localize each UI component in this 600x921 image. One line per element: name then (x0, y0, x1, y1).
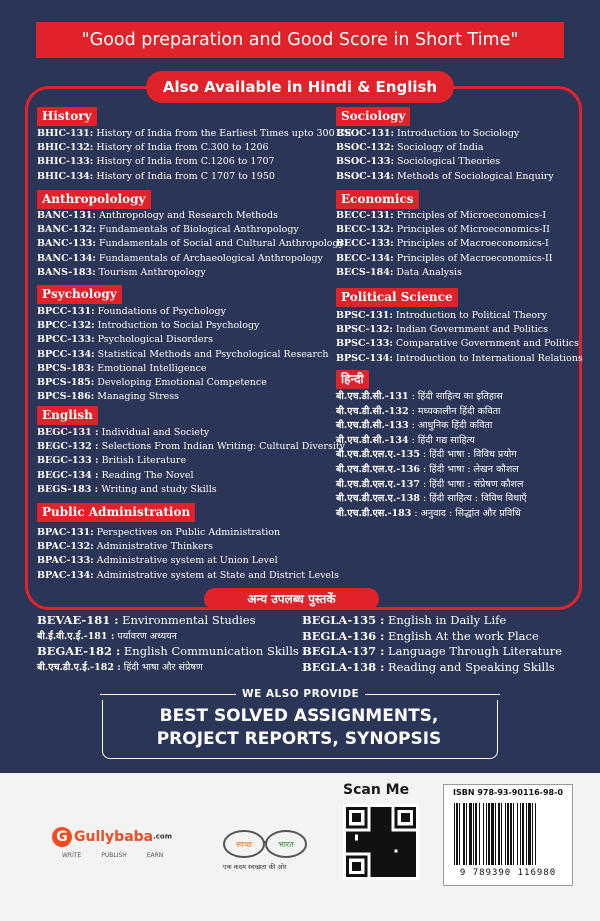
other-books-right (302, 613, 562, 675)
swachh-bharat-glasses-icon (220, 826, 310, 866)
swachh-tagline: एक कदम स्वच्छता की ओर (223, 863, 287, 871)
swachh-left-text: स्वच्छ (235, 840, 253, 849)
provide-line-2: PROJECT REPORTS, SYNOPSIS (156, 729, 442, 749)
list-item: BEVAE-181 : Environmental Studies (37, 613, 256, 627)
section-title-english: English (37, 406, 98, 425)
list-item: बी.एच.डी.एल.ए.-136 : हिंदी भाषा : लेखन कौशल (336, 463, 519, 475)
list-item: बी.एच.डी.सी.-131 : हिंदी साहित्य का इतिहास (336, 391, 503, 402)
list-item: BEGLA-138 : Reading and Speaking Skills (302, 659, 555, 674)
list-item: BANC-133: Fundamentals of Social and Cultural Anthropology (37, 238, 344, 250)
list-item: बी.एच.डी.एस.-183 : अनुवाद : सिद्धांत और प्रविधि (336, 507, 521, 519)
list-item: BANC-132: Fundamentals of Biological Anthropology (37, 224, 299, 236)
gullybaba-logo (52, 826, 172, 847)
list-item: BPSC-134: Introduction to International Relations (336, 352, 583, 364)
list-item: BPCC-134: Statistical Methods and Psychological Research (37, 348, 329, 360)
list-item: BSOC-134: Methods of Sociological Enquiry (336, 170, 554, 182)
list-item: BPAC-132: Administrative Thinkers (37, 541, 214, 553)
list-item: BPSC-133: Comparative Government and Politics (336, 338, 579, 350)
list-item: BPCS-186: Managing Stress (37, 391, 180, 403)
section-title-anthropology: Anthropolology (37, 190, 151, 209)
list-item: BANC-131: Anthropology and Research Methods (37, 210, 278, 221)
english-list (37, 426, 345, 497)
list-item: बी.एच.डी.सी.-133 : आधुनिक हिंदी कविता (336, 420, 493, 432)
history-list (37, 127, 352, 184)
list-item: BECC-134: Principles of Macroeconomics-II (336, 252, 553, 264)
list-item: BPAC-131: Perspectives on Public Administration (37, 527, 281, 538)
list-item: BEGS-183 : Writing and study Skills (37, 483, 217, 495)
list-item: बी.एच.डी.एल.ए.-138 : हिंदी साहित्य : विविध विधाएँ (336, 493, 527, 505)
qr-code[interactable] (343, 804, 419, 880)
list-item: BPCC-131: Foundations of Psychology (37, 306, 226, 317)
psychology-list (37, 305, 328, 404)
provide-header: WE ALSO PROVIDE (236, 688, 365, 700)
list-item: बी.एच.डी.एल.ए.-137 : हिंदी भाषा : संप्रेषण कौशल (336, 478, 524, 490)
list-item: BPAC-133: Administrative system at Union Level (37, 555, 278, 567)
section-title-sociology: Sociology (336, 107, 410, 126)
list-item: BEGLA-136 : English At the work Place (302, 628, 539, 643)
list-item: BEGLA-137 : Language Through Literature (302, 644, 563, 658)
list-item: BHIC-134: History of India from C 1707 to 1950 (37, 170, 275, 182)
list-item: BEGC-132 : Selections From Indian Writing: Cultural Diversity (37, 441, 346, 453)
section-title-political-science: Political Science (336, 288, 458, 307)
section-title-history: History (37, 107, 97, 126)
list-item: BEGLA-135 : English in Daily Life (302, 613, 507, 627)
list-item: BPSC-132: Indian Government and Politics (336, 324, 548, 336)
list-item: BPSC-131: Introduction to Political Theory (336, 310, 548, 321)
logo-domain: .com (153, 832, 173, 841)
list-item: BSOC-132: Sociology of India (336, 142, 484, 154)
list-item: बी.एच.डी.एल.ए.-135 : हिंदी भाषा : विविध प्रयोग (336, 449, 517, 461)
availability-badge: Also Available in Hindi & English (146, 71, 454, 103)
list-item: बी.ई.वी.ए.ई.-181 : पर्यावरण अध्ययन (37, 630, 177, 642)
economics-list (336, 209, 552, 280)
list-item: BSOC-131: Introduction to Sociology (336, 128, 520, 139)
anthropology-list (37, 209, 344, 280)
list-item: बी.एच.डी.सी.-134 : हिंदी गद्य साहित्य (336, 434, 475, 446)
list-item: BANS-183: Tourism Anthropology (37, 266, 206, 278)
swachh-right-text: भारत (278, 840, 294, 849)
provide-services (102, 705, 496, 751)
list-item: BHIC-133: History of India from C.1206 to 1707 (37, 156, 275, 168)
list-item: BHIC-131: History of India from the Earliest Times upto 300 CE (37, 128, 352, 139)
list-item: BECC-131: Principles of Microeconomics-I (336, 210, 547, 221)
list-item: BEGC-134 : Reading The Novel (37, 469, 194, 481)
tagline-banner: "Good preparation and Good Score in Short Time" (36, 22, 564, 58)
list-item: बी.एच.डी.सी.-132 : मध्यकालीन हिंदी कविता (336, 405, 501, 417)
list-item: BHIC-132: History of India from C.300 to 1206 (37, 142, 269, 154)
list-item: BEGC-131 : Individual and Society (37, 427, 210, 438)
list-item: BEGC-133 : British Literature (37, 455, 187, 467)
section-title-hindi: हिन्दी (336, 370, 369, 389)
logo-tagline: WRITE PUBLISH EARN (62, 852, 164, 859)
barcode-number: 9 789390 116980 (459, 868, 557, 878)
list-item: BPCS-185: Developing Emotional Competence (37, 377, 267, 389)
list-item: BECC-132: Principles of Microeconomics-II (336, 224, 550, 236)
list-item: BEGAE-182 : English Communication Skills (37, 644, 299, 658)
political-science-list (336, 309, 583, 366)
isbn-text: ISBN 978-93-90116-98-0 (453, 788, 563, 797)
list-item: BPCC-133: Psychological Disorders (37, 334, 213, 346)
list-item: BSOC-133: Sociological Theories (336, 156, 501, 168)
list-item: BPCC-132: Introduction to Social Psychology (37, 320, 260, 332)
section-title-economics: Economics (336, 190, 419, 209)
scan-me-label: Scan Me (343, 782, 410, 798)
list-item: बी.एच.डी.ए.ई.-182 : हिंदी भाषा और संप्रेषण (37, 661, 203, 673)
logo-g-icon: G (52, 827, 72, 847)
sociology-list (336, 127, 554, 184)
list-item: BANC-134: Fundamentals of Archaeological Anthropology (37, 252, 323, 264)
hindi-list (336, 390, 527, 521)
other-books-header: अन्य उपलब्ध पुस्तकें (204, 588, 379, 610)
isbn-barcode (443, 784, 573, 886)
section-title-public-administration: Public Administration (37, 503, 195, 522)
list-item: BECC-133: Principles of Macroeconomics-I (336, 238, 549, 250)
other-books-left (37, 613, 299, 675)
logo-name: Gullybaba (74, 828, 154, 845)
section-title-psychology: Psychology (37, 285, 122, 304)
public-administration-list (37, 526, 339, 583)
provide-line-1: BEST SOLVED ASSIGNMENTS, (159, 706, 439, 726)
list-item: BPAC-134: Administrative system at State and District Levels (37, 569, 339, 581)
list-item: BPCS-183: Emotional Intelligence (37, 362, 207, 374)
barcode (452, 803, 564, 865)
list-item: BECS-184: Data Analysis (336, 266, 462, 278)
